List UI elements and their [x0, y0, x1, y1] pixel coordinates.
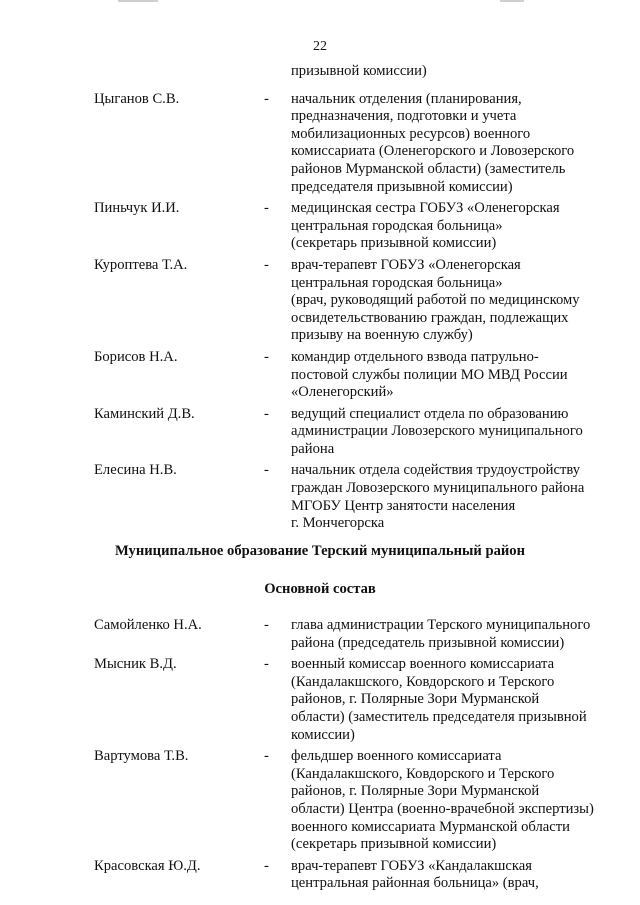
text-line: освидетельствованию граждан, подлежащих — [291, 309, 569, 326]
member-name: Куроптева Т.А. — [94, 256, 188, 273]
member-name: Борисов Н.А. — [94, 348, 178, 365]
member-name: Каминский Д.В. — [94, 405, 195, 422]
document-body — [0, 63, 640, 897]
text-line: постовой службы полиции МО МВД России — [291, 366, 568, 383]
member-row — [0, 656, 640, 744]
text-line: врач-терапевт ГОБУЗ «Оленегорская — [291, 256, 521, 273]
text-line: (секретарь призывной комиссии) — [291, 836, 497, 853]
text-line: районов Мурманской области) (заместитель — [291, 160, 566, 177]
member-position — [291, 617, 621, 652]
member-position — [291, 462, 621, 532]
dash-separator: - — [264, 656, 269, 673]
text-line: глава администрации Терского муниципального — [291, 617, 591, 634]
member-position — [291, 200, 621, 253]
text-line: г. Мончегорска — [291, 515, 385, 532]
text-line: области) Центра (военно-врачебной экспертизы) — [291, 800, 594, 817]
dash-separator: - — [264, 348, 269, 365]
text-line: (Кандалакшского, Ковдорского и Терского — [291, 765, 555, 782]
continuation-row — [0, 63, 640, 81]
member-position — [291, 656, 621, 744]
section2-members — [0, 617, 640, 893]
text-line: центральная городская больница» — [291, 274, 503, 291]
text-line: районов, г. Полярные Зори Мурманской — [291, 783, 540, 800]
text-line: (Кандалакшского, Ковдорского и Терского — [291, 673, 555, 690]
dash-separator: - — [264, 857, 269, 874]
member-name: Пиньчук И.И. — [94, 200, 180, 217]
dash-separator: - — [264, 405, 269, 422]
dash-separator: - — [264, 462, 269, 479]
member-name: Самойленко Н.А. — [94, 617, 202, 634]
text-line: области) (заместитель председателя призывной — [291, 709, 587, 725]
text-line: мобилизационных ресурсов) военного — [291, 125, 531, 142]
text-line: медицинская сестра ГОБУЗ «Оленегорская — [291, 200, 560, 217]
text-line: командир отдельного взвода патрульно- — [291, 348, 539, 365]
member-row — [0, 91, 640, 197]
text-line: района (председатель призывной комиссии) — [291, 634, 565, 651]
member-position — [291, 257, 621, 345]
member-position — [291, 858, 621, 893]
text-line: МГОБУ Центр занятости населения — [291, 497, 516, 514]
member-name: Красовская Ю.Д. — [94, 857, 201, 874]
member-position — [291, 349, 621, 402]
dash-separator: - — [264, 90, 269, 107]
text-line: «Оленегорский» — [291, 384, 394, 401]
text-line: ведущий специалист отдела по образованию — [291, 405, 569, 422]
member-position — [291, 406, 621, 459]
member-row — [0, 349, 640, 402]
text-line: районов, г. Полярные Зори Мурманской — [291, 691, 540, 708]
text-line: предназначения, подготовки и учета — [291, 108, 517, 125]
text-line: администрации Ловозерского муниципального — [291, 423, 583, 440]
section-heading: Муниципальное образование Терский муниципальный район — [114, 542, 526, 559]
text-line: врач-терапевт ГОБУЗ «Кандалакшская — [291, 857, 532, 874]
text-line: фельдшер военного комиссариата — [291, 748, 502, 765]
member-name: Елесина Н.В. — [94, 462, 177, 479]
dash-separator: - — [264, 200, 269, 217]
member-row — [0, 748, 640, 854]
member-row — [0, 200, 640, 253]
page-number: 22 — [313, 39, 327, 54]
continuation-text — [291, 63, 621, 81]
dash-separator: - — [264, 748, 269, 765]
member-row — [0, 406, 640, 459]
text-line: комиссии) — [291, 726, 355, 743]
dash-separator: - — [264, 617, 269, 634]
text-line: председателя призывной комиссии) — [291, 178, 513, 195]
member-row — [0, 257, 640, 345]
section-subheading: Основной состав — [264, 581, 376, 598]
member-name: Вартумова Т.В. — [94, 748, 189, 765]
text-line: призывной комиссии) — [291, 63, 427, 79]
text-line: (секретарь призывной комиссии) — [291, 235, 497, 252]
member-name: Цыганов С.В. — [94, 90, 180, 107]
member-position — [291, 91, 621, 197]
section1-members — [0, 91, 640, 533]
text-line: граждан Ловозерского муниципального района — [291, 480, 585, 497]
member-row — [0, 462, 640, 532]
dash-separator: - — [264, 256, 269, 273]
scan-artifact-right — [500, 0, 524, 2]
text-line: комиссариата (Оленегорского и Ловозерского — [291, 143, 575, 160]
text-line: военного комиссариата Мурманской области — [291, 818, 570, 835]
scan-artifact-left — [118, 0, 158, 2]
member-row — [0, 858, 640, 893]
text-line: начальник отдела содействия трудоустройству — [291, 462, 581, 479]
member-name: Мысник В.Д. — [94, 656, 177, 673]
text-line: военный комиссар военного комиссариата — [291, 656, 555, 673]
text-line: призыву на военную службу) — [291, 327, 473, 344]
text-line: начальник отделения (планирования, — [291, 90, 522, 107]
text-line: района — [291, 440, 335, 457]
member-row — [0, 617, 640, 652]
text-line: центральная районная больница» (врач, — [291, 875, 539, 892]
text-line: центральная городская больница» — [291, 217, 503, 234]
member-position — [291, 748, 621, 854]
text-line: (врач, руководящий работой по медицинскому — [291, 292, 580, 309]
